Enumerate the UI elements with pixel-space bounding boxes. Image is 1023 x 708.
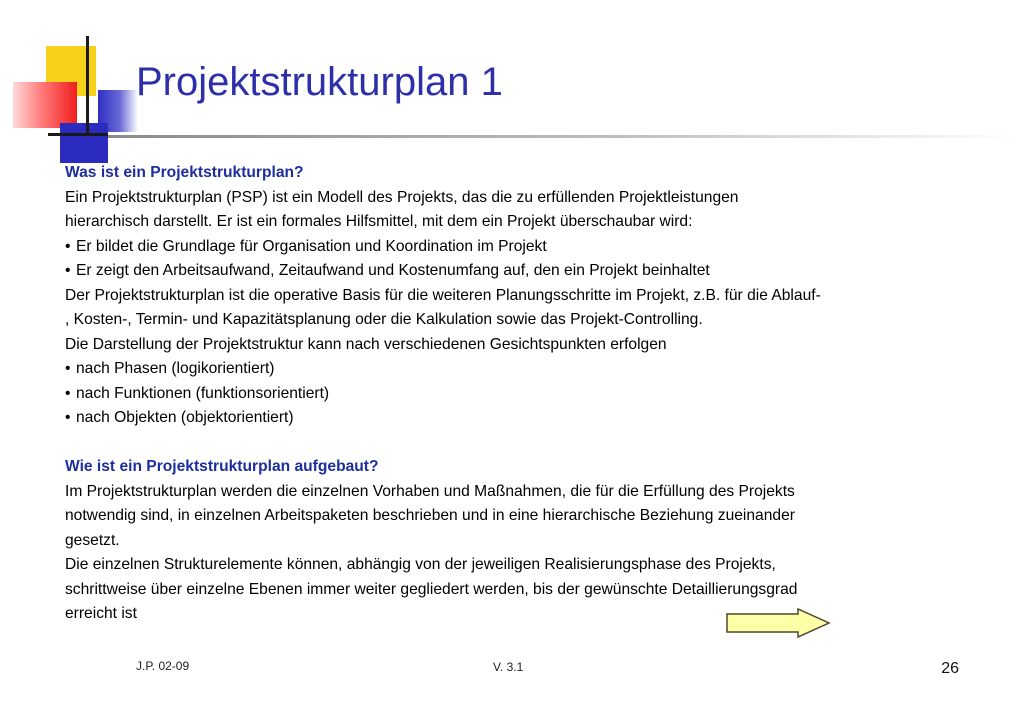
body-line: schrittweise über einzelne Ebenen immer weiter gegliedert werden, bis der gewünschte Detaillierungsgrad [65,580,798,598]
body-line: Im Projektstrukturplan werden die einzelnen Vorhaben und Maßnahmen, die für die Erfüllung des Projekts [65,482,795,500]
bullet-icon: • [65,409,71,426]
body-line: Die Darstellung der Projektstruktur kann nach verschiedenen Gesichtspunkten erfolgen [65,335,667,353]
bullet-item [65,382,965,407]
paragraph-gap [65,431,965,456]
bullet-icon: • [65,360,71,377]
body-line: erreicht ist [65,605,137,622]
bullet-icon: • [65,262,71,279]
title-underline [108,135,1020,138]
body-line: notwendig sind, in einzelnen Arbeitspaketen beschrieben und in eine hierarchische Beziehung zueinander [65,507,795,524]
section1-heading: Was ist ein Projektstrukturplan? [65,164,304,181]
bullet-text: Er zeigt den Arbeitsaufwand, Zeitaufwand und Kostenumfang auf, den ein Projekt beinhaltet [76,262,710,279]
logo-vertical-line [86,36,89,134]
slide-title: Projektstrukturplan 1 [136,60,503,104]
body-line: gesetzt. [65,531,120,549]
bullet-item [65,406,965,431]
bullet-text: nach Phasen (logikorientiert) [76,360,275,377]
footer-author: J.P. 02-09 [136,659,190,673]
bullet-icon: • [65,384,71,402]
page-number: 26 [941,660,959,677]
logo-square-blue [60,123,108,163]
body-line: Die einzelnen Strukturelemente können, abhängig von der jeweiligen Realisierungsphase des Projekts, [65,556,776,573]
logo-square-red [13,82,77,128]
bullet-item [65,259,965,284]
body-line: , Kosten-, Termin- und Kapazitätsplanung oder die Kalkulation sowie das Projekt-Controlling. [65,311,703,328]
bullet-item [65,235,965,260]
section2-heading: Wie ist ein Projektstrukturplan aufgebaut? [65,458,379,475]
bullet-text: nach Funktionen (funktionsorientiert) [76,384,330,402]
bullet-text: nach Objekten (objektorientiert) [76,409,294,426]
body-line: Ein Projektstrukturplan (PSP) ist ein Modell des Projekts, das die zu erfüllenden Projektleistungen [65,188,739,206]
right-arrow-icon[interactable] [726,608,832,638]
slide-body [65,161,965,627]
bullet-item [65,357,965,382]
body-line: Der Projektstrukturplan ist die operative Basis für die weiteren Planungsschritte im Projekt, z.B. für die Ablauf- [65,286,821,304]
bullet-text: Er bildet die Grundlage für Organisation und Koordination im Projekt [76,237,547,255]
logo-horizontal-line [48,133,108,136]
footer-version: V. 3.1 [493,660,524,674]
bullet-icon: • [65,237,71,255]
body-line: hierarchisch darstellt. Er ist ein formales Hilfsmittel, mit dem ein Projekt überschaubar wird: [65,213,693,230]
